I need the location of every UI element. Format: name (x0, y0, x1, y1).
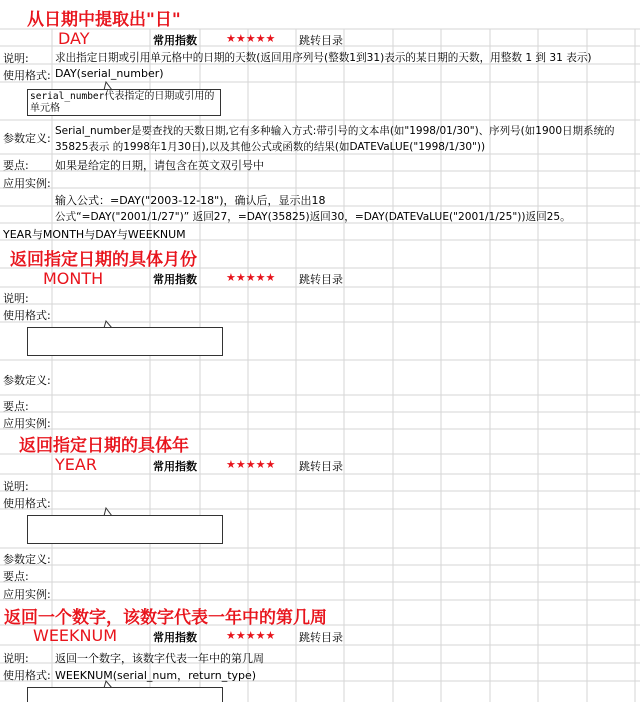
day-parameter-line2: 35825表示 的1998年1月30日),以及其他公式或函数的结果(如DATEVaLUE("1998/1/30")) (55, 141, 486, 153)
year-section-heading: 返回指定日期的具体年 (19, 436, 189, 456)
month-callout-box (27, 327, 223, 356)
weeknum-callout-box (27, 687, 223, 702)
day-callout-text (30, 91, 214, 115)
day-callout-box (27, 89, 221, 116)
weeknum-description-label: 说明: (3, 652, 29, 665)
year-callout-box (27, 515, 223, 544)
month-rating-stars: ★★★★★ (226, 271, 276, 284)
year-function-name: YEAR (55, 455, 97, 474)
day-parameter-label: 参数定义: (3, 132, 51, 145)
day-note: 如果是给定的日期，请包含在英文双引号中 (55, 159, 264, 172)
month-description-label: 说明: (3, 292, 29, 305)
day-section-heading: 从日期中提取出"日" (27, 10, 181, 30)
related-functions-link[interactable]: YEAR与MONTH与DAY与WEEKNUM (3, 228, 186, 241)
weeknum-section-heading: 返回一个数字，该数字代表一年中的第几周 (4, 608, 327, 628)
day-syntax-label: 使用格式: (3, 69, 51, 82)
day-callout-text-line2: 单元格 (30, 103, 60, 114)
day-parameter-line1: Serial_number是要查找的天数日期,它有多种输入方式:带引号的文本串(如"1998/01/30")、序列号(如1900日期系统的 (55, 125, 615, 137)
day-example-label: 应用实例: (3, 177, 51, 190)
day-note-label: 要点: (3, 159, 29, 172)
month-function-name: MONTH (43, 269, 104, 288)
weeknum-function-name: WEEKNUM (33, 626, 118, 645)
year-rating-stars: ★★★★★ (226, 458, 276, 471)
year-common-index-label: 常用指数 (153, 460, 197, 473)
day-callout-code: serial_number (30, 91, 105, 102)
year-note-label: 要点: (3, 570, 29, 583)
year-example-label: 应用实例: (3, 588, 51, 601)
month-example-label: 应用实例: (3, 417, 51, 430)
day-example-2: 公式“=DAY("2001/1/27")” 返回27，=DAY(35825)返回30，=DAY(DATEVaLUE("2001/1/25"))返回25。 (55, 211, 571, 223)
day-description-label: 说明: (3, 52, 29, 65)
month-common-index-label: 常用指数 (153, 273, 197, 286)
month-parameter-label: 参数定义: (3, 374, 51, 387)
month-note-label: 要点: (3, 400, 29, 413)
weeknum-syntax-label: 使用格式: (3, 669, 51, 682)
day-example-1: 输入公式：=DAY("2003-12-18")，确认后，显示出18 (55, 194, 326, 207)
weeknum-rating-stars: ★★★★★ (226, 629, 276, 642)
day-description: 求出指定日期或引用单元格中的日期的天数(返回用序列号(整数1到31)表示的某日期的天数，用整数 1 到 31 表示) (55, 52, 592, 64)
day-rating-stars: ★★★★★ (226, 32, 276, 45)
day-common-index-label: 常用指数 (153, 34, 197, 47)
weeknum-common-index-label: 常用指数 (153, 631, 197, 644)
month-syntax-label: 使用格式: (3, 309, 51, 322)
day-syntax: DAY(serial_number) (55, 67, 164, 80)
weeknum-jump-to-index-link[interactable]: 跳转目录 (299, 631, 343, 644)
day-callout-text-line1: 代表指定的日期或引用的 (104, 91, 215, 102)
year-jump-to-index-link[interactable]: 跳转目录 (299, 460, 343, 473)
year-description-label: 说明: (3, 480, 29, 493)
month-jump-to-index-link[interactable]: 跳转目录 (299, 273, 343, 286)
day-jump-to-index-link[interactable]: 跳转目录 (299, 34, 343, 47)
year-parameter-label: 参数定义: (3, 553, 51, 566)
year-syntax-label: 使用格式: (3, 497, 51, 510)
weeknum-syntax: WEEKNUM(serial_num，return_type) (55, 669, 257, 682)
month-section-heading: 返回指定日期的具体月份 (10, 250, 197, 270)
weeknum-description: 返回一个数字，该数字代表一年中的第几周 (55, 652, 264, 665)
day-function-name: DAY (58, 29, 90, 48)
